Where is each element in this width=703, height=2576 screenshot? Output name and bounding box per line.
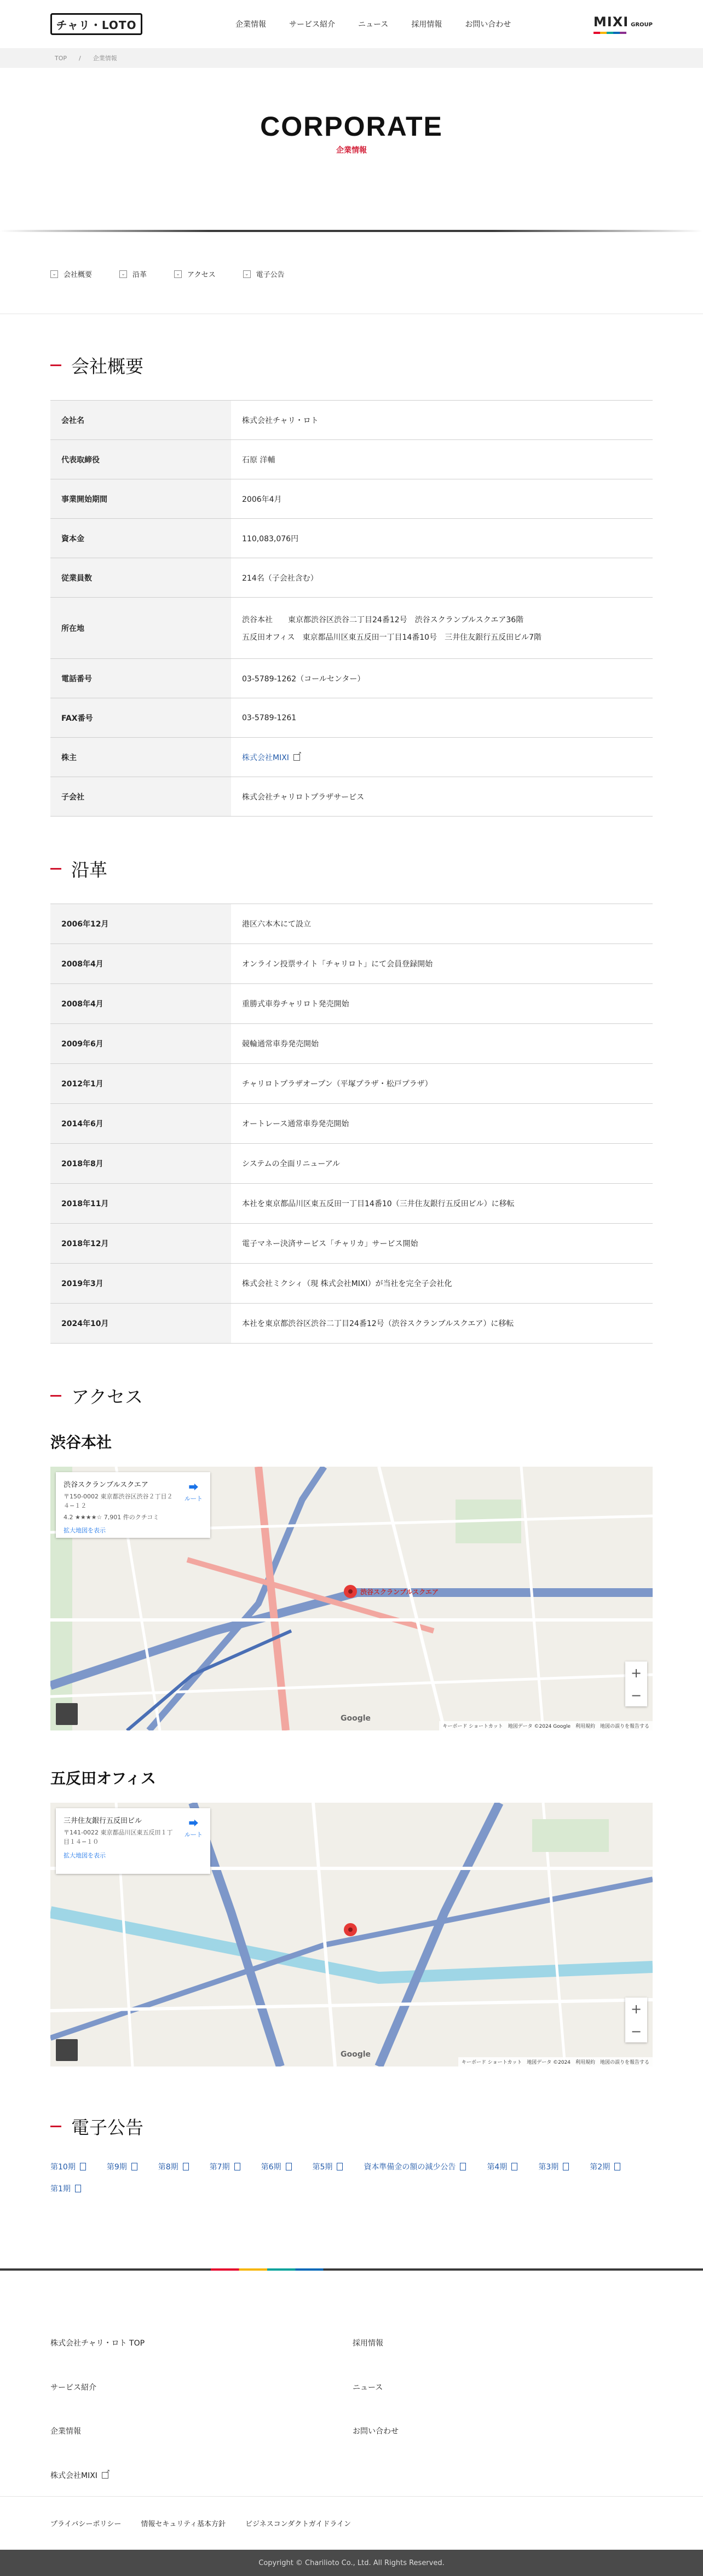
table-row [50, 558, 653, 598]
document-icon [337, 2163, 343, 2170]
notice-link[interactable] [158, 2161, 189, 2172]
notice-link[interactable] [50, 2161, 86, 2172]
google-logo: Google [341, 1714, 371, 1723]
table-row [50, 1064, 653, 1104]
row-label: FAX番号 [50, 698, 231, 738]
address-gotanda: 五反田オフィス 東京都品川区東五反田一丁目14番10号 三井住友銀行五反田ビル7階 [242, 633, 541, 642]
anchor-overview[interactable] [50, 269, 92, 279]
notice-label: 第4期 [487, 2163, 508, 2172]
anchor-label: 電子公告 [256, 271, 285, 279]
office-name-shibuya: 渋谷本社 [50, 1433, 112, 1451]
breadcrumb-home[interactable]: TOP [55, 54, 67, 62]
history-date: 2024年10月 [50, 1304, 231, 1344]
chevron-down-icon: ⌄ [243, 270, 251, 278]
site-logo[interactable]: チャリ・LOTO [50, 13, 142, 35]
history-event: 競輪通常車券発売開始 [242, 1040, 319, 1049]
row-value: 03-5789-1261 [242, 713, 297, 722]
history-date: 2009年6月 [50, 1024, 231, 1064]
copyright: Copyright © Charilioto Co., Ltd. All Rights Reserved. [0, 2550, 703, 2576]
nav-service[interactable]: サービス紹介 [289, 20, 335, 29]
overview-heading [50, 352, 653, 378]
history-date: 2018年12月 [50, 1224, 231, 1264]
heading-accent [50, 364, 61, 366]
history-event: チャリロトプラザオープン（平塚プラザ・松戸プラザ） [242, 1080, 433, 1089]
business-conduct-link[interactable]: ビジネスコンダクトガイドライン [245, 2520, 351, 2528]
breadcrumb-separator: / [79, 54, 81, 62]
row-label: 資本金 [50, 519, 231, 558]
access-heading [50, 1383, 653, 1409]
shareholder-link-text: 株式会社MIXI [242, 753, 289, 762]
table-row [50, 738, 653, 777]
footer-links [0, 2271, 703, 2496]
map-place-title: 渋谷スクランブルスクエア [64, 1481, 148, 1489]
footer-link-mixi-label: 株式会社MIXI [50, 2471, 97, 2480]
footer-link-corporate[interactable]: 企業情報 [50, 2427, 81, 2436]
document-icon [234, 2163, 240, 2170]
site-header [0, 0, 703, 48]
row-label: 事業開始期間 [50, 479, 231, 519]
mixi-color-bar [593, 32, 626, 34]
history-date: 2018年8月 [50, 1144, 231, 1184]
anchor-access[interactable] [174, 269, 216, 279]
notice-link[interactable] [50, 2183, 81, 2194]
notice-label: 第8期 [158, 2163, 178, 2172]
notice-label: 第9期 [106, 2163, 127, 2172]
map-route-button[interactable] [185, 1816, 203, 1839]
history-date: 2018年11月 [50, 1184, 231, 1224]
history-event: 本社を東京都品川区東五反田一丁目14番10（三井住友銀行五反田ビル）に移転 [242, 1200, 515, 1208]
document-icon [614, 2163, 620, 2170]
map-info-card [56, 1472, 210, 1538]
notice-list [50, 2161, 653, 2194]
row-value: 株式会社チャリ・ロト [242, 416, 319, 425]
chevron-down-icon: ⌄ [119, 270, 127, 278]
notice-label: 第2期 [590, 2163, 610, 2172]
route-label: ルート [185, 1831, 203, 1838]
mixi-group-logo[interactable] [593, 14, 653, 30]
table-row [50, 1184, 653, 1224]
notice-link[interactable] [364, 2161, 466, 2172]
document-icon [131, 2163, 137, 2170]
row-label: 代表取締役 [50, 440, 231, 479]
breadcrumb [0, 48, 703, 68]
nav-contact[interactable]: お問い合わせ [465, 20, 511, 29]
table-row [50, 904, 653, 944]
heading-accent [50, 2126, 61, 2127]
map-route-button[interactable] [185, 1480, 203, 1503]
document-icon [511, 2163, 517, 2170]
history-table [50, 904, 653, 1344]
zoom-out-button[interactable]: − [630, 2023, 642, 2039]
mixi-logo-text: MIXI [593, 14, 629, 30]
table-row [50, 598, 653, 659]
row-label: 子会社 [50, 777, 231, 817]
row-label: 株主 [50, 738, 231, 777]
street-view-pegman-icon[interactable] [56, 1703, 78, 1725]
map-zoom-controls [625, 1998, 647, 2042]
table-row [50, 401, 653, 440]
table-row [50, 519, 653, 558]
table-row [50, 1264, 653, 1304]
map-zoom-controls [625, 1662, 647, 1706]
document-icon [286, 2163, 292, 2170]
footer-link-top[interactable]: 株式会社チャリ・ロト TOP [50, 2339, 145, 2348]
row-value: 03-5789-1262（コールセンター） [242, 674, 365, 684]
notice-link[interactable] [313, 2161, 343, 2172]
map-place-address: 〒150-0002 東京都渋谷区渋谷２丁目２４−１２ [64, 1493, 173, 1509]
document-icon [183, 2163, 189, 2170]
table-row [50, 1104, 653, 1144]
footer-link-news[interactable]: ニュース [353, 2383, 383, 2392]
notice-link[interactable] [487, 2161, 517, 2172]
notice-label: 第6期 [261, 2163, 281, 2172]
table-row [50, 659, 653, 698]
hero-divider [0, 230, 703, 232]
table-row [50, 1304, 653, 1344]
row-value [231, 598, 653, 659]
notice-label: 第10期 [50, 2163, 76, 2172]
anchor-label: 会社概要 [64, 271, 93, 279]
row-value [231, 738, 653, 777]
table-row [50, 1224, 653, 1264]
heading-text: 会社概要 [71, 356, 143, 377]
chevron-down-icon: ⌄ [174, 270, 182, 278]
route-label: ルート [185, 1495, 203, 1502]
document-icon [80, 2163, 86, 2170]
nav-corporate[interactable]: 企業情報 [235, 20, 266, 29]
table-row [50, 944, 653, 984]
table-row [50, 479, 653, 519]
row-label: 会社名 [50, 401, 231, 440]
document-icon [460, 2163, 466, 2170]
page-title: CORPORATE [260, 111, 443, 142]
history-date: 2012年1月 [50, 1064, 231, 1104]
footer-link-contact[interactable]: お問い合わせ [353, 2427, 399, 2436]
history-event: 株式会社ミクシィ（現 株式会社MIXI）が当社を完全子会社化 [242, 1280, 452, 1288]
chevron-down-icon: ⌄ [50, 270, 58, 278]
history-date: 2006年12月 [50, 904, 231, 944]
document-icon [563, 2163, 569, 2170]
heading-text: 沿革 [71, 859, 107, 881]
map-info-card [56, 1808, 210, 1874]
breadcrumb-current: 企業情報 [93, 55, 117, 62]
row-value: 2006年4月 [242, 495, 282, 504]
row-value: 110,083,076円 [242, 534, 299, 543]
notice-link[interactable] [210, 2161, 240, 2172]
footer-link-mixi[interactable] [50, 2470, 353, 2497]
map-pin-label: 渋谷スクランブルスクエア [360, 1588, 439, 1596]
table-row [50, 1024, 653, 1064]
security-policy-link[interactable]: 情報セキュリティ基本方針 [141, 2520, 226, 2528]
address-shibuya: 渋谷本社 東京都渋谷区渋谷二丁目24番12号 渋谷スクランブルスクエア36階 [242, 615, 524, 624]
map-place-rating: 4.2 ★★★★☆ 7,901 件のクチコミ [64, 1514, 159, 1521]
row-label: 従業員数 [50, 558, 231, 598]
row-value: 石原 洋輔 [242, 455, 275, 465]
nav-recruit[interactable]: 採用情報 [411, 20, 442, 29]
history-event: 港区六本木にて設立 [242, 920, 311, 929]
map-footer: キーボード ショートカット 地図データ ©2024 利用規約 地図の誤りを報告する [458, 2057, 653, 2066]
notice-link[interactable] [107, 2161, 137, 2172]
map-shibuya[interactable] [50, 1467, 653, 1730]
anchor-history[interactable] [119, 269, 147, 279]
row-label: 電話番号 [50, 659, 231, 698]
row-label: 所在地 [50, 598, 231, 659]
notice-label: 第3期 [538, 2163, 559, 2172]
overview-table [50, 400, 653, 817]
shareholder-link[interactable] [242, 754, 300, 762]
group-label: GROUP [631, 22, 653, 28]
document-icon [75, 2185, 81, 2192]
history-date: 2014年6月 [50, 1104, 231, 1144]
page-hero [0, 68, 703, 234]
notice-heading [50, 2114, 653, 2139]
nav-news[interactable]: ニュース [358, 20, 389, 29]
notice-label: 第1期 [50, 2185, 71, 2193]
directions-icon: ⮕ [188, 1818, 199, 1830]
notice-label: 資本準備金の額の減少公告 [364, 2163, 456, 2172]
zoom-out-button[interactable]: − [630, 1687, 642, 1703]
history-event: システムの全面リニューアル [242, 1160, 341, 1168]
history-heading [50, 856, 653, 882]
table-row [50, 984, 653, 1024]
zoom-in-button[interactable]: + [630, 2001, 642, 2017]
directions-icon: ⮕ [188, 1482, 199, 1493]
office-name-gotanda: 五反田オフィス [50, 1769, 156, 1787]
heading-text: 電子公告 [71, 2117, 143, 2138]
history-date: 2019年3月 [50, 1264, 231, 1304]
footer-link-recruit[interactable]: 採用情報 [353, 2339, 383, 2348]
page-subtitle: 企業情報 [336, 146, 367, 155]
heading-accent [50, 868, 61, 870]
table-row [50, 698, 653, 738]
external-link-icon [293, 754, 300, 761]
map-enlarge-link[interactable]: 拡大地図を表示 [64, 1852, 106, 1859]
notice-label: 第5期 [312, 2163, 333, 2172]
map-footer: キーボード ショートカット 地図データ ©2024 Google 利用規約 地図の誤りを報告する [439, 1721, 653, 1730]
street-view-pegman-icon[interactable] [56, 2039, 78, 2061]
history-event: 電子マネー決済サービス「チャリカ」サービス開始 [242, 1240, 418, 1248]
footer-link-service[interactable]: サービス紹介 [50, 2383, 96, 2392]
external-link-icon [102, 2472, 108, 2479]
heading-text: アクセス [71, 1386, 143, 1408]
anchor-nav [0, 234, 703, 314]
global-nav [235, 19, 511, 30]
row-value: 214名（子会社含む） [242, 574, 318, 583]
map-place-title: 三井住友銀行五反田ビル [64, 1817, 142, 1825]
zoom-in-button[interactable]: + [630, 1665, 642, 1681]
map-place-address: 〒141-0022 東京都品川区東五反田１丁目１４−１０ [64, 1829, 173, 1845]
row-value: 株式会社チャリロトプラザサービス [242, 792, 365, 802]
history-event: オンライン投票サイト「チャリロト」にて会員登録開始 [242, 960, 433, 969]
map-enlarge-link[interactable]: 拡大地図を表示 [64, 1527, 106, 1534]
heading-accent [50, 1395, 61, 1397]
legal-links [0, 2496, 703, 2550]
anchor-label: アクセス [187, 271, 216, 279]
table-row [50, 1144, 653, 1184]
anchor-label: 沿革 [132, 271, 147, 279]
notice-link[interactable] [590, 2161, 620, 2172]
history-event: オートレース通常車券発売開始 [242, 1120, 349, 1128]
map-gotanda[interactable] [50, 1803, 653, 2066]
history-event: 重勝式車券チャリロト発売開始 [242, 1000, 349, 1009]
history-date: 2008年4月 [50, 944, 231, 984]
anchor-notice[interactable] [243, 269, 285, 279]
history-date: 2008年4月 [50, 984, 231, 1024]
notice-label: 第7期 [209, 2163, 230, 2172]
history-event: 本社を東京都渋谷区渋谷二丁目24番12号（渋谷スクランブルスクエア）に移転 [242, 1319, 514, 1328]
table-row [50, 440, 653, 479]
site-footer [0, 2268, 703, 2576]
privacy-policy-link[interactable]: プライバシーポリシー [50, 2520, 122, 2528]
notice-link[interactable] [261, 2161, 292, 2172]
google-logo: Google [341, 2050, 371, 2059]
table-row [50, 777, 653, 817]
notice-link[interactable] [538, 2161, 569, 2172]
